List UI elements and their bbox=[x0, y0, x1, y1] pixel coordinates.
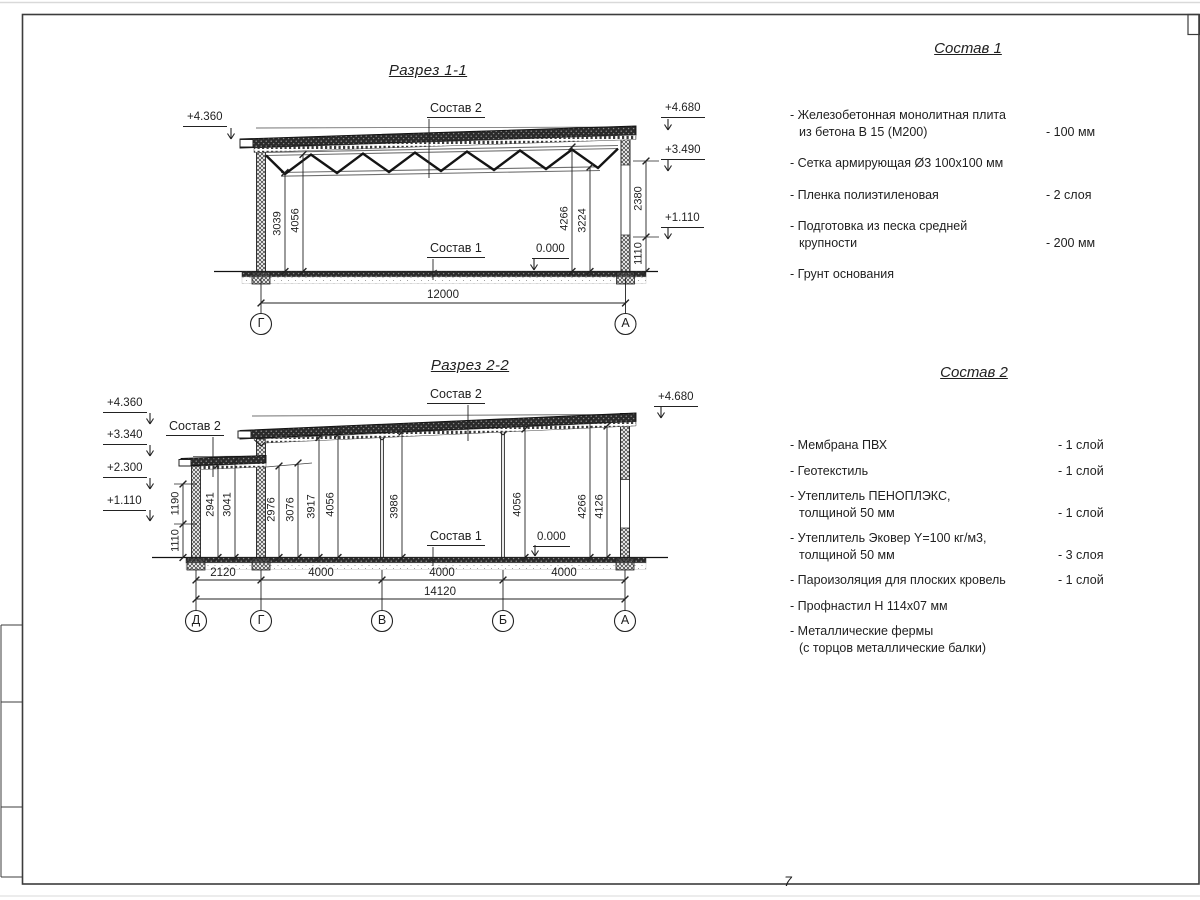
dim-3224: 3224 bbox=[576, 208, 589, 233]
dim-4266-2-2: 4266 bbox=[576, 494, 589, 519]
dim-4056b: 4056 bbox=[511, 492, 524, 517]
dim-total-14120: 14120 bbox=[424, 586, 456, 598]
list-item: - Профнастил Н 114х07 мм bbox=[790, 598, 948, 613]
axis-a-2-2: А bbox=[620, 613, 630, 627]
list-item: - Пленка полиэтиленовая - 2 слоя bbox=[790, 187, 1146, 204]
dim-3039: 3039 bbox=[271, 211, 284, 236]
elevation-l1-2-2: +4.360 bbox=[103, 396, 147, 413]
list-item: - Грунт основания bbox=[790, 267, 895, 281]
item-quantity: - 1 слой bbox=[1058, 505, 1104, 520]
item-quantity: - 100 мм bbox=[1046, 124, 1096, 139]
dim-1110-right-1-1: 1110 bbox=[632, 242, 645, 265]
dim-4126: 4126 bbox=[593, 494, 606, 519]
dim-4000-2: 4000 bbox=[429, 567, 455, 579]
dim-3041: 3041 bbox=[221, 492, 234, 517]
binding-margin-boxes bbox=[1, 625, 23, 877]
elevation-l3-2-2: +2.300 bbox=[103, 461, 147, 478]
elevation-left-1-1: +4.360 bbox=[183, 110, 227, 127]
list-item: - Утеплитель ПЕНОПЛЭКС, толщиной 50 мм - 1 слой bbox=[790, 488, 1158, 521]
dim-4056a: 4056 bbox=[324, 492, 337, 517]
dim-2380: 2380 bbox=[632, 186, 645, 211]
list-item: - Утеплитель Эковер Y=100 кг/м3, толщиной 50 мм - 3 слоя bbox=[790, 530, 1158, 563]
composition-1-list bbox=[790, 40, 1146, 283]
dim-4000-1: 4000 bbox=[308, 567, 334, 579]
dim-2976: 2976 bbox=[265, 497, 278, 522]
dim-total-12000: 12000 bbox=[427, 289, 459, 301]
list-item: - Металлические фермы (с торцов металлические балки) bbox=[790, 624, 987, 655]
axis-b-2-2: Б bbox=[498, 613, 508, 627]
dim-2120: 2120 bbox=[210, 567, 236, 579]
item-quantity: - 3 слоя bbox=[1058, 547, 1104, 562]
list-item: - Сетка армирующая Ø3 100х100 мм bbox=[790, 156, 1004, 170]
list-item: - Геотекстиль - 1 слой bbox=[790, 463, 1158, 480]
elevation-l2-2-2: +3.340 bbox=[103, 428, 147, 445]
list-item: - Подготовка из песка средней крупности - 200 мм bbox=[790, 218, 1146, 251]
dim-2941: 2941 bbox=[204, 492, 217, 517]
sostav2-callout-1-1: Состав 2 bbox=[427, 101, 485, 118]
list-item: - Железобетонная монолитная плита из бетона В 15 (М200) - 100 мм bbox=[790, 107, 1146, 140]
composition-2-title: Состав 2 bbox=[940, 364, 1008, 381]
page-number-mark: 7 bbox=[784, 873, 792, 889]
section-1-1-title: Разрез 1-1 bbox=[388, 62, 468, 79]
list-item: - Мембрана ПВХ - 1 слой bbox=[790, 437, 1158, 454]
dim-4266-1-1: 4266 bbox=[558, 206, 571, 231]
dim-4000-3: 4000 bbox=[551, 567, 577, 579]
item-quantity: - 200 мм bbox=[1046, 235, 1096, 250]
sostav2-callout-top-2-2: Состав 2 bbox=[427, 387, 485, 404]
composition-2-list bbox=[790, 364, 1158, 656]
elevation-l4-2-2: +1.110 bbox=[103, 494, 146, 511]
elevation-right-mid-1-1: +3.490 bbox=[661, 143, 705, 160]
sostav2-callout-left-2-2: Состав 2 bbox=[166, 419, 224, 436]
dim-1190: 1190 bbox=[169, 491, 182, 516]
list-item: - Пароизоляция для плоских кровель - 1 слой bbox=[790, 572, 1158, 589]
axis-a-1-1: А bbox=[621, 316, 630, 330]
sostav1-callout-2-2: Состав 1 bbox=[427, 529, 485, 546]
dim-3986: 3986 bbox=[388, 494, 401, 519]
section-2-2-title: Разрез 2-2 bbox=[430, 357, 510, 374]
elevation-right-low-1-1: +1.110 bbox=[661, 211, 704, 228]
zero-level-2-2: 0.000 bbox=[533, 530, 570, 547]
axis-d-2-2: Д bbox=[191, 613, 201, 627]
axis-g-2-2: Г bbox=[257, 613, 265, 627]
sostav1-callout-1-1: Состав 1 bbox=[427, 241, 485, 258]
composition-1-title: Состав 1 bbox=[934, 40, 1002, 57]
item-quantity: - 1 слой bbox=[1058, 438, 1104, 452]
elevation-right-top-1-1: +4.680 bbox=[661, 101, 705, 118]
zero-level-1-1: 0.000 bbox=[532, 242, 569, 259]
dim-3917: 3917 bbox=[305, 494, 318, 519]
axis-g-1-1: Г bbox=[257, 316, 265, 330]
item-quantity: - 1 слой bbox=[1058, 573, 1104, 587]
dim-4056-1-1: 4056 bbox=[289, 208, 302, 233]
dim-3076: 3076 bbox=[284, 497, 297, 522]
dim-1110-left-2-2: 1110 bbox=[169, 529, 182, 552]
elevation-right-2-2: +4.680 bbox=[654, 390, 698, 407]
axis-v-2-2: В bbox=[377, 613, 387, 627]
item-quantity: - 1 слой bbox=[1058, 463, 1104, 478]
axis-bubbles-1-1 bbox=[251, 314, 637, 335]
item-quantity: - 2 слоя bbox=[1046, 187, 1092, 202]
